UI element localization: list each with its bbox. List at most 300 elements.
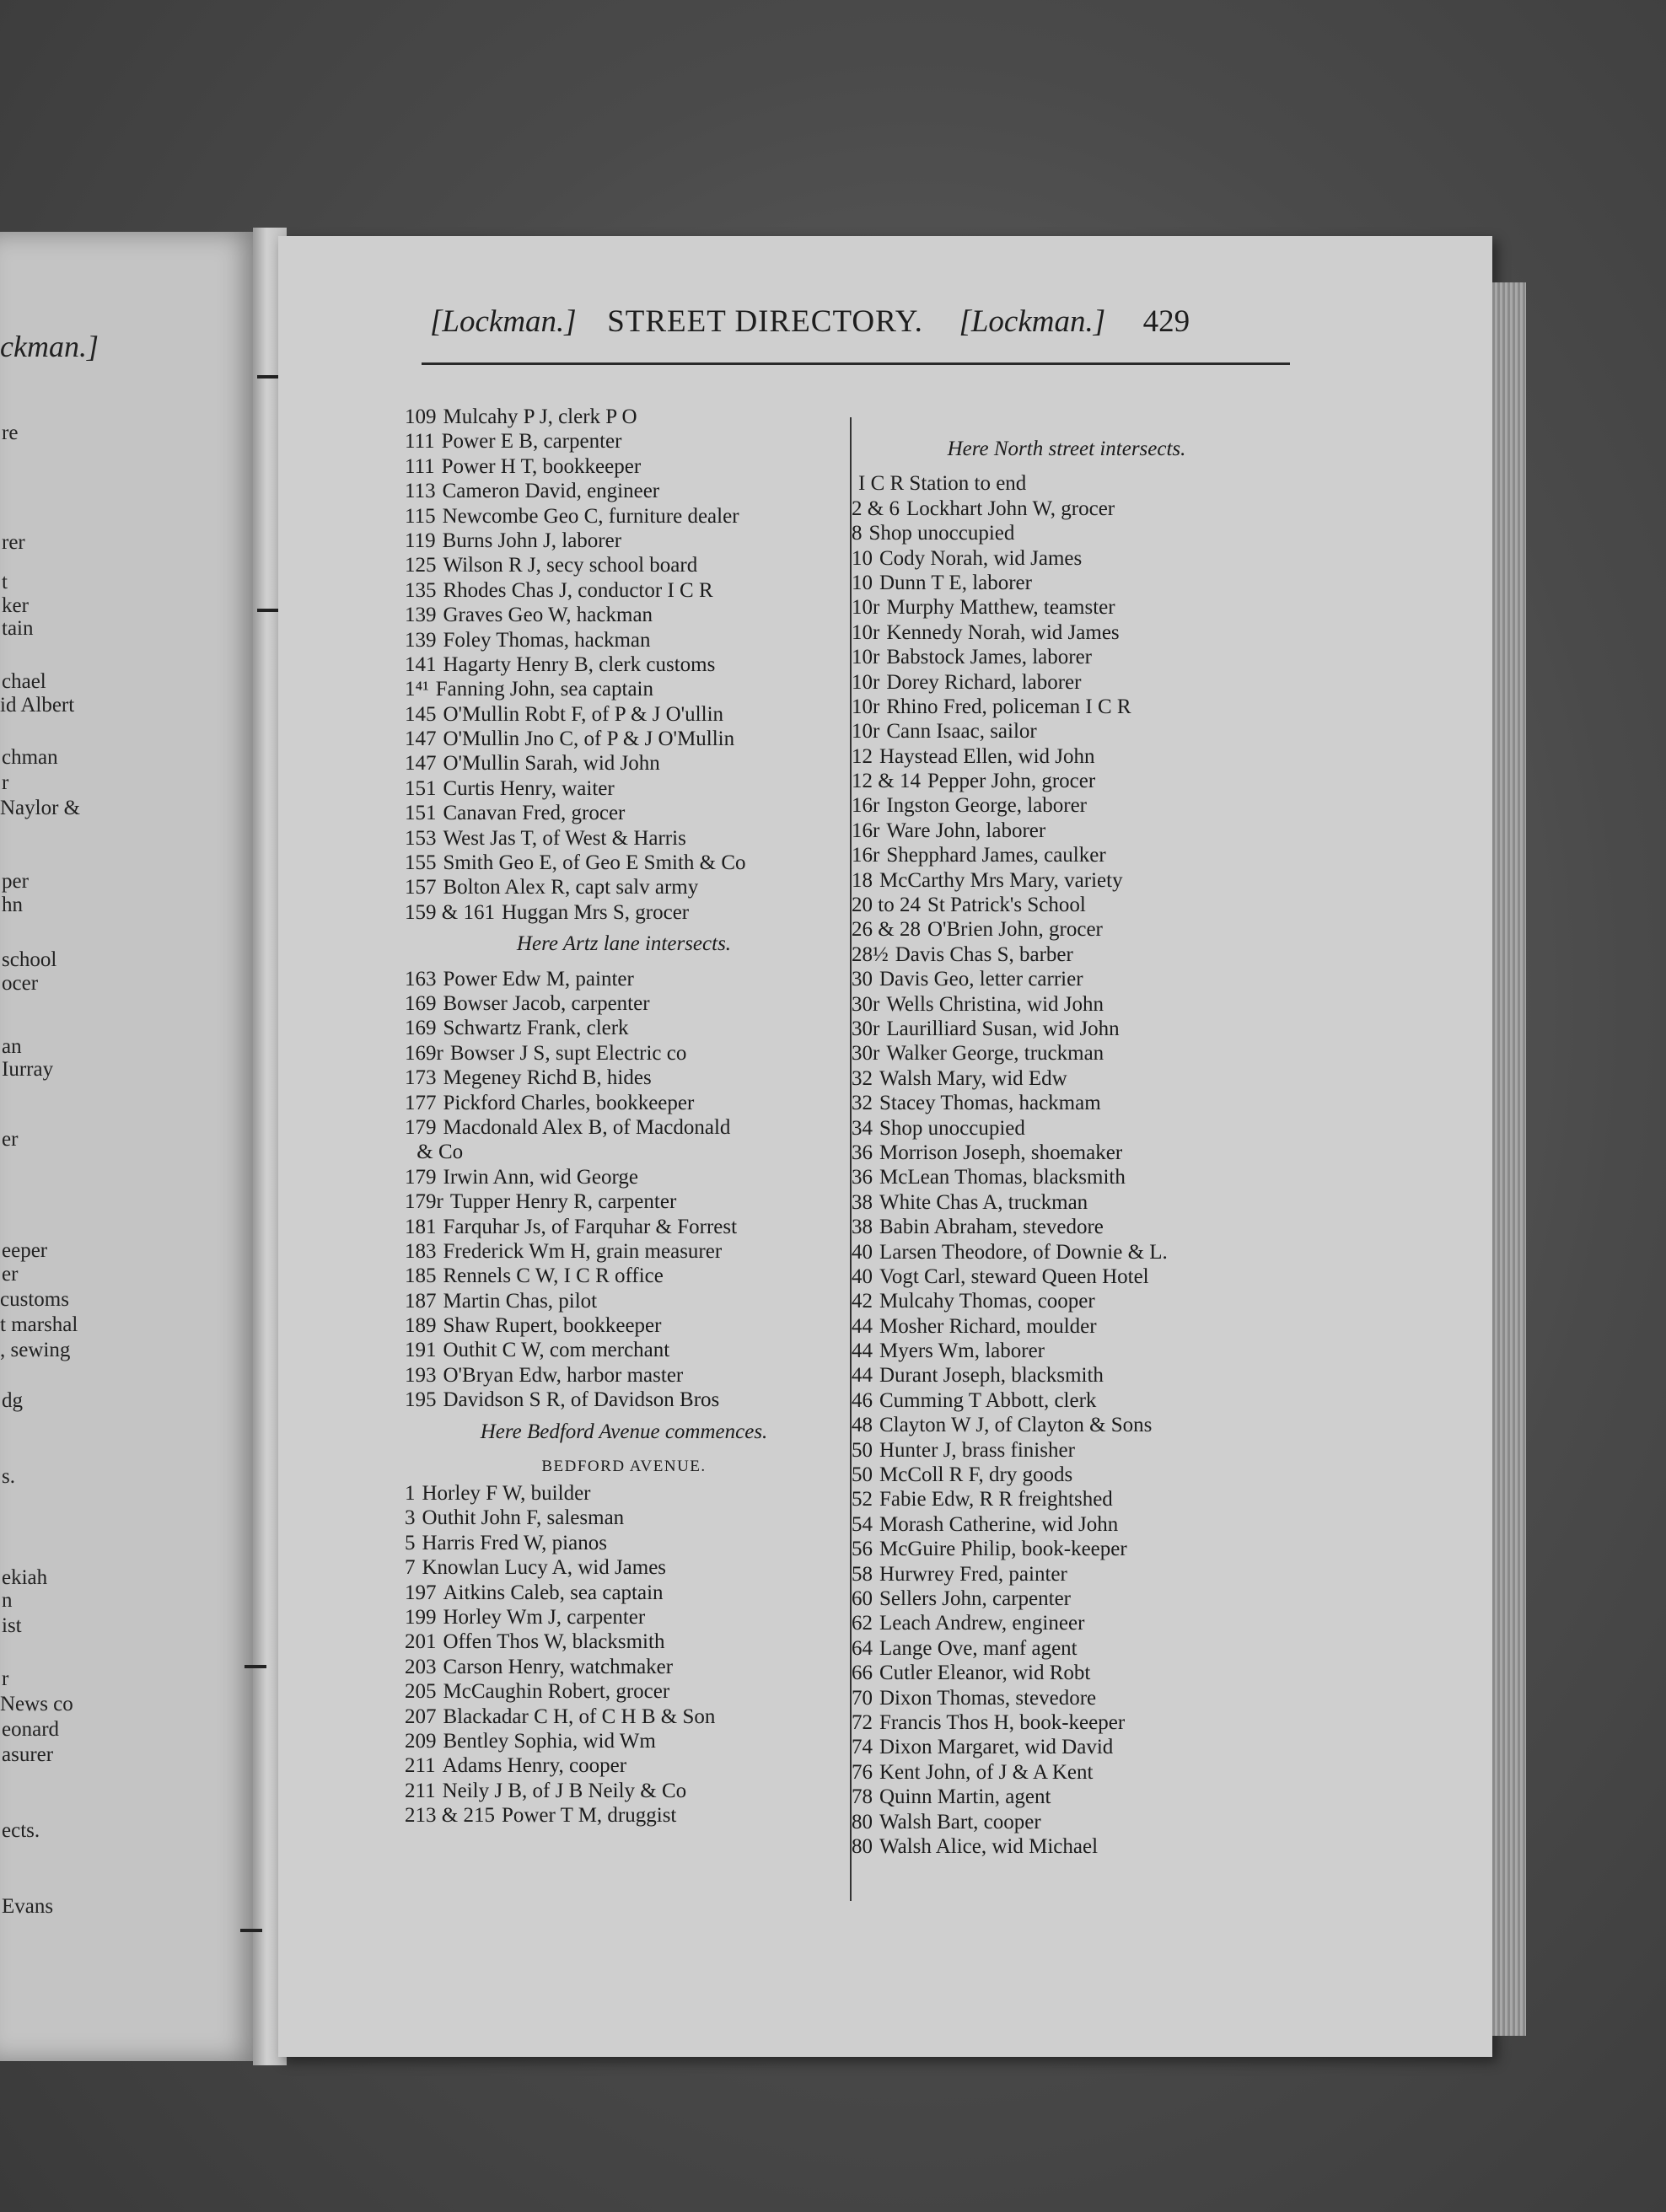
- resident-name-occupation: Fanning John, sea captain: [435, 678, 653, 701]
- left-page-fragment: ker: [2, 594, 29, 617]
- house-number: 159 & 161: [405, 900, 495, 924]
- house-number: 1: [405, 1482, 416, 1506]
- directory-entry: [405, 900, 843, 925]
- house-number: 201: [405, 1630, 437, 1654]
- house-number: 141: [405, 652, 437, 676]
- resident-name-occupation: Cutler Eleanor, wid Robt: [879, 1662, 1091, 1685]
- house-number: 30r: [852, 1017, 880, 1040]
- house-number: 8: [852, 522, 863, 545]
- directory-entry: [852, 1834, 1282, 1859]
- house-number: 50: [852, 1438, 873, 1462]
- directory-entry: [852, 595, 1282, 620]
- left-page-fragment: id Albert: [0, 694, 75, 717]
- resident-name-occupation: Dunn T E, laborer: [879, 571, 1032, 594]
- directory-entry: [852, 1587, 1282, 1611]
- resident-name-occupation: White Chas A, truckman: [879, 1190, 1088, 1214]
- resident-name-occupation: Rhodes Chas J, conductor I C R: [443, 578, 713, 602]
- directory-entry: [405, 1388, 843, 1412]
- left-page-fragment: chman: [2, 746, 58, 769]
- left-page-fragment: per: [2, 870, 29, 893]
- house-number: 157: [405, 876, 437, 899]
- house-number: 30: [852, 968, 873, 991]
- resident-name-occupation: Cann Isaac, sailor: [886, 720, 1037, 744]
- street-intersection-note: Here North street intersects.: [947, 438, 1186, 460]
- directory-entry: [405, 677, 843, 701]
- left-page-fragment: , sewing: [0, 1339, 71, 1361]
- street-intersection-note: Here Artz lane intersects.: [516, 932, 732, 956]
- house-number: 191: [405, 1339, 437, 1362]
- house-number: 58: [852, 1562, 873, 1586]
- left-page-header: ckman.]: [0, 330, 99, 363]
- left-page-fragment: News co: [0, 1693, 73, 1715]
- directory-entry: [852, 1116, 1282, 1141]
- resident-name-occupation: Outhit John F, salesman: [422, 1506, 625, 1530]
- directory-entry: [405, 1705, 843, 1729]
- resident-name-occupation: Murphy Matthew, teamster: [886, 596, 1115, 620]
- directory-entry: [405, 1506, 843, 1530]
- directory-entry: [405, 1165, 843, 1189]
- directory-entry: [405, 429, 843, 454]
- resident-name-occupation: Babstock James, laborer: [886, 646, 1093, 669]
- resident-name-occupation: Davis Chas S, barber: [895, 942, 1073, 966]
- directory-entry: [852, 1165, 1282, 1189]
- directory-entry: [405, 702, 843, 727]
- resident-name-occupation: Power T M, druggist: [501, 1804, 677, 1828]
- resident-name-occupation: Wilson R J, secy school board: [443, 554, 698, 577]
- resident-name-occupation: Bentley Sophia, wid Wm: [443, 1729, 656, 1753]
- resident-name-occupation: Neily J B, of J B Neily & Co: [442, 1779, 687, 1802]
- directory-entry: [405, 1531, 843, 1555]
- house-number: 44: [852, 1340, 873, 1363]
- house-number: 66: [852, 1662, 873, 1685]
- directory-entry: [405, 1729, 843, 1753]
- left-page-fragment: s.: [2, 1465, 15, 1488]
- directory-entry: [405, 991, 843, 1016]
- house-number: 213 & 215: [405, 1804, 495, 1828]
- house-number: 72: [852, 1710, 873, 1734]
- resident-name-occupation: Ware John, laborer: [886, 819, 1046, 842]
- house-number: 64: [852, 1636, 873, 1660]
- house-number: 74: [852, 1736, 873, 1759]
- directory-entry: [405, 1264, 843, 1288]
- resident-name-occupation: Graves Geo W, hackman: [443, 604, 653, 627]
- directory-entry: [852, 1066, 1282, 1091]
- house-number: 10: [852, 546, 873, 570]
- house-number: 195: [405, 1388, 437, 1412]
- house-number: 10r: [852, 620, 880, 644]
- directory-entry: [852, 1785, 1282, 1809]
- directory-entry: [852, 719, 1282, 744]
- resident-name-occupation: Walsh Mary, wid Edw: [879, 1066, 1067, 1090]
- resident-name-occupation: Aitkins Caleb, sea captain: [443, 1581, 664, 1604]
- directory-entry: [405, 1363, 843, 1388]
- resident-name-occupation: McColl R F, dry goods: [879, 1463, 1073, 1487]
- directory-entry: [405, 1481, 843, 1506]
- house-number: 10: [852, 571, 873, 594]
- resident-name-occupation: O'Bryan Edw, harbor master: [443, 1363, 684, 1387]
- resident-name-occupation: O'Mullin Sarah, wid John: [443, 752, 660, 776]
- house-number: 2 & 6: [852, 497, 900, 520]
- resident-name-occupation: Stacey Thomas, hackmam: [879, 1092, 1101, 1115]
- resident-name-occupation: Newcombe Geo C, furniture dealer: [442, 504, 739, 528]
- directory-entry: [852, 1141, 1282, 1165]
- house-number: 179r: [405, 1190, 443, 1214]
- house-number: 197: [405, 1581, 437, 1604]
- resident-name-occupation: Horley Wm J, carpenter: [443, 1606, 646, 1629]
- resident-name-occupation: McCaughin Robert, grocer: [443, 1680, 670, 1704]
- resident-name-occupation: Bolton Alex R, capt salv army: [443, 876, 699, 899]
- house-number: 44: [852, 1364, 873, 1388]
- house-number: 193: [405, 1363, 437, 1387]
- left-page-fragment: er: [2, 1128, 19, 1151]
- house-number: 163: [405, 967, 437, 991]
- directory-entry: [405, 875, 843, 899]
- house-number: 189: [405, 1314, 437, 1338]
- resident-name-occupation: Knowlan Lucy A, wid James: [422, 1556, 667, 1580]
- directory-entry: [852, 1190, 1282, 1215]
- house-number: 207: [405, 1705, 437, 1728]
- house-number: 173: [405, 1066, 437, 1090]
- directory-entry: [405, 1555, 843, 1580]
- directory-entry: [852, 1810, 1282, 1834]
- resident-name-occupation: Irwin Ann, wid George: [443, 1165, 638, 1189]
- left-page-fragment: tain: [2, 617, 34, 640]
- resident-name-occupation: Dixon Margaret, wid David: [879, 1736, 1114, 1759]
- directory-entry: [852, 1388, 1282, 1413]
- house-number: 169: [405, 1017, 437, 1040]
- resident-name-occupation: Offen Thos W, blacksmith: [443, 1630, 665, 1654]
- resident-name-occupation: Lockhart John W, grocer: [906, 497, 1115, 520]
- directory-column-right: [852, 430, 1282, 1859]
- directory-entry: [405, 776, 843, 801]
- resident-name-occupation: O'Brien John, grocer: [927, 918, 1103, 942]
- house-number: 7: [405, 1556, 416, 1580]
- house-number: 62: [852, 1612, 873, 1635]
- house-number: 12: [852, 744, 873, 768]
- house-number: 36: [852, 1166, 873, 1189]
- house-number: 119: [405, 529, 436, 552]
- house-number: 26 & 28: [852, 918, 921, 942]
- house-number: 111: [405, 454, 435, 478]
- resident-name-occupation: I C R Station to end: [858, 472, 1027, 496]
- left-page-fragment: hn: [2, 894, 23, 916]
- left-page-fragment: t: [2, 571, 8, 593]
- house-number: 177: [405, 1091, 437, 1114]
- house-number: 10r: [852, 646, 880, 669]
- house-number: 139: [405, 604, 437, 627]
- directory-entry: [852, 1240, 1282, 1264]
- resident-name-occupation: Farquhar Js, of Farquhar & Forrest: [443, 1215, 738, 1238]
- left-page-fragment: Naylor &: [0, 797, 81, 819]
- house-number: 109: [405, 405, 437, 428]
- resident-name-occupation: Larsen Theodore, of Downie & L.: [879, 1240, 1168, 1264]
- house-number: 125: [405, 554, 437, 577]
- directory-entry: [405, 1605, 843, 1629]
- resident-name-occupation: Mulcahy P J, clerk P O: [443, 405, 637, 428]
- directory-entry: [405, 1581, 843, 1605]
- left-page-fragment: re: [2, 421, 19, 444]
- left-page-text: [0, 320, 253, 1922]
- directory-entry: [852, 1438, 1282, 1463]
- directory-entry: [405, 454, 843, 479]
- resident-name-occupation: Fabie Edw, R R freightshed: [879, 1488, 1113, 1511]
- directory-entry: [405, 801, 843, 825]
- resident-name-occupation: Outhit C W, com merchant: [443, 1339, 670, 1362]
- directory-entry: [852, 1339, 1282, 1363]
- directory-entry: [852, 744, 1282, 769]
- directory-entry: [405, 751, 843, 776]
- directory-entry: [405, 1289, 843, 1313]
- directory-entry: [852, 645, 1282, 669]
- directory-entry: [852, 1289, 1282, 1313]
- house-number: 10r: [852, 720, 880, 744]
- directory-entry: [405, 1803, 843, 1828]
- directory-entry: [852, 546, 1282, 571]
- resident-name-occupation: Tupper Henry R, carpenter: [449, 1190, 677, 1214]
- directory-entry: [405, 727, 843, 751]
- resident-name-occupation: Mulcahy Thomas, cooper: [879, 1290, 1095, 1313]
- directory-entry: [405, 479, 843, 503]
- house-number: 169r: [405, 1041, 443, 1065]
- directory-entry: [405, 1779, 843, 1803]
- house-number: 199: [405, 1606, 437, 1629]
- house-number: 32: [852, 1066, 873, 1090]
- resident-name-occupation: Ingston George, laborer: [886, 794, 1087, 818]
- page-number: 429: [1142, 304, 1190, 339]
- directory-entry: [405, 578, 843, 603]
- page-header: [430, 303, 1307, 340]
- resident-name-occupation: Macdonald Alex B, of Macdonald: [443, 1115, 731, 1139]
- resident-name-occupation: Haystead Ellen, wid John: [879, 744, 1095, 768]
- directory-entry: [405, 1629, 843, 1654]
- directory-entry: [405, 1115, 843, 1140]
- house-number: 169: [405, 992, 437, 1015]
- directory-entry: [852, 1611, 1282, 1635]
- directory-entry: [405, 967, 843, 991]
- directory-entry: [852, 1363, 1282, 1388]
- house-number: 151: [405, 776, 437, 800]
- header-title: STREET DIRECTORY.: [607, 304, 923, 339]
- resident-name-occupation: Power Edw M, painter: [443, 967, 634, 991]
- left-page-fragment: chael: [2, 670, 46, 693]
- directory-entry: [852, 1537, 1282, 1561]
- resident-name-occupation: Horley F W, builder: [422, 1482, 591, 1506]
- directory-entry: [405, 1215, 843, 1239]
- directory-entry: [852, 1463, 1282, 1487]
- directory-entry: [852, 917, 1282, 942]
- resident-name-occupation: Clayton W J, of Clayton & Sons: [879, 1414, 1153, 1437]
- directory-entry: [852, 471, 1282, 496]
- resident-name-occupation: Bowser J S, supt Electric co: [449, 1041, 687, 1065]
- left-page-fragment: t marshal: [0, 1313, 78, 1336]
- left-page-fragment: Evans: [2, 1895, 54, 1918]
- resident-name-occupation: Smith Geo E, of Geo E Smith & Co: [443, 851, 746, 875]
- resident-name-occupation: Walsh Bart, cooper: [879, 1810, 1041, 1833]
- resident-name-occupation: Morrison Joseph, shoemaker: [879, 1141, 1123, 1164]
- resident-name-occupation: Quinn Martin, agent: [879, 1785, 1051, 1809]
- left-page-fragment: eonard: [2, 1718, 60, 1741]
- left-page-fragment: dg: [2, 1389, 23, 1412]
- house-number: 78: [852, 1785, 873, 1809]
- resident-name-occupation: Davidson S R, of Davidson Bros: [443, 1388, 720, 1412]
- house-number: 3: [405, 1506, 416, 1530]
- directory-entry: [852, 1017, 1282, 1041]
- resident-name-occupation: Pepper John, grocer: [927, 770, 1096, 793]
- resident-name-occupation: McLean Thomas, blacksmith: [879, 1166, 1126, 1189]
- directory-entry: [852, 992, 1282, 1017]
- house-number: 147: [405, 752, 437, 776]
- directory-entry: [852, 769, 1282, 793]
- house-number: 76: [852, 1760, 873, 1784]
- resident-name-occupation: Blackadar C H, of C H B & Son: [443, 1705, 716, 1728]
- left-page-fragment: r: [2, 1667, 9, 1690]
- left-page-fragment: ekiah: [2, 1566, 48, 1589]
- resident-name-occupation: Dorey Richard, laborer: [886, 670, 1082, 694]
- house-number: 48: [852, 1414, 873, 1437]
- left-page-fragment: eeper: [2, 1239, 48, 1262]
- house-number: 30r: [852, 992, 880, 1016]
- page-edges: [1492, 282, 1526, 2036]
- resident-name-occupation: Hurwrey Fred, painter: [879, 1562, 1067, 1586]
- house-number: 40: [852, 1240, 873, 1264]
- directory-entry: [852, 1413, 1282, 1437]
- resident-name-occupation: Power E B, carpenter: [441, 430, 622, 454]
- house-number: 34: [852, 1116, 873, 1140]
- resident-name-occupation: Foley Thomas, hackman: [443, 628, 651, 652]
- directory-entry: [852, 620, 1282, 645]
- directory-entry: [852, 1735, 1282, 1759]
- house-number: 56: [852, 1538, 873, 1561]
- left-page-fragment: asurer: [2, 1743, 54, 1766]
- resident-name-occupation: Dixon Thomas, stevedore: [879, 1686, 1097, 1710]
- resident-name-occupation: Pickford Charles, bookkeeper: [443, 1091, 695, 1114]
- street-intersection-note: Here Bedford Avenue commences.: [480, 1420, 768, 1443]
- directory-entry: [405, 826, 843, 851]
- header-right-tag: [Lockman.]: [959, 304, 1106, 339]
- house-number: 40: [852, 1264, 873, 1288]
- directory-entry: [852, 1562, 1282, 1587]
- directory-entry: [852, 497, 1282, 521]
- house-number: 30r: [852, 1042, 880, 1066]
- left-page-fragment: er: [2, 1263, 19, 1286]
- directory-entry: [405, 1041, 843, 1066]
- directory-entry: [405, 1091, 843, 1115]
- directory-entry: [852, 1512, 1282, 1537]
- house-number: 44: [852, 1314, 873, 1338]
- resident-name-occupation: Leach Andrew, engineer: [879, 1612, 1085, 1635]
- directory-entry: [405, 652, 843, 677]
- house-number: 50: [852, 1463, 873, 1487]
- resident-name-occupation: Shaw Rupert, bookkeeper: [443, 1314, 662, 1338]
- left-page-fragment: ects.: [2, 1819, 40, 1842]
- resident-name-occupation: & Co: [411, 1141, 464, 1164]
- house-number: 205: [405, 1680, 437, 1704]
- left-page-fragment: n: [2, 1589, 13, 1612]
- resident-name-occupation: Cumming T Abbott, clerk: [879, 1388, 1097, 1412]
- resident-name-occupation: Huggan Mrs S, grocer: [501, 900, 690, 924]
- directory-entry: [852, 893, 1282, 917]
- house-number: 16r: [852, 794, 880, 818]
- directory-column-left: [405, 405, 843, 1828]
- house-number: 5: [405, 1531, 416, 1554]
- resident-name-occupation: Canavan Fred, grocer: [443, 802, 626, 825]
- house-number: 153: [405, 826, 437, 850]
- directory-entry: [405, 1313, 843, 1338]
- house-number: 179: [405, 1115, 437, 1139]
- resident-name-occupation: Rhino Fred, policeman I C R: [886, 695, 1131, 718]
- resident-name-occupation: Frederick Wm H, grain measurer: [443, 1239, 723, 1263]
- directory-entry: [852, 521, 1282, 545]
- directory-entry: [405, 1140, 843, 1164]
- house-number: 38: [852, 1190, 873, 1214]
- house-number: 135: [405, 578, 437, 602]
- resident-name-occupation: Kennedy Norah, wid James: [886, 620, 1120, 644]
- directory-entry: [405, 1189, 843, 1214]
- directory-entry: [852, 1487, 1282, 1511]
- resident-name-occupation: Power H T, bookkeeper: [441, 454, 642, 478]
- directory-entry: [405, 1679, 843, 1704]
- directory-entry: [852, 967, 1282, 991]
- house-number: 38: [852, 1216, 873, 1239]
- resident-name-occupation: O'Mullin Jno C, of P & J O'Mullin: [443, 727, 735, 751]
- directory-entry: [852, 670, 1282, 695]
- house-number: 151: [405, 802, 437, 825]
- house-number: 139: [405, 628, 437, 652]
- house-number: 10r: [852, 670, 880, 694]
- resident-name-occupation: Adams Henry, cooper: [442, 1754, 627, 1778]
- directory-entry: [405, 1239, 843, 1264]
- house-number: 185: [405, 1264, 437, 1288]
- resident-name-occupation: Myers Wm, laborer: [879, 1340, 1045, 1363]
- directory-entry: [852, 793, 1282, 818]
- house-number: 145: [405, 702, 437, 726]
- left-page-fragment: an: [2, 1035, 22, 1058]
- house-number: 10r: [852, 596, 880, 620]
- left-page-fragment: ocer: [2, 972, 39, 995]
- resident-name-occupation: Francis Thos H, book-keeper: [879, 1710, 1126, 1734]
- directory-entry: [852, 1215, 1282, 1239]
- directory-entry: [852, 1710, 1282, 1735]
- directory-entry: [852, 942, 1282, 967]
- house-number: 60: [852, 1587, 873, 1610]
- house-number: 203: [405, 1655, 437, 1678]
- directory-entry: [405, 603, 843, 627]
- resident-name-occupation: Hunter J, brass finisher: [879, 1438, 1075, 1462]
- left-page-fragment: ist: [2, 1614, 22, 1637]
- directory-entry: [405, 405, 843, 429]
- resident-name-occupation: Hagarty Henry B, clerk customs: [443, 652, 716, 676]
- resident-name-occupation: Davis Geo, letter carrier: [879, 968, 1083, 991]
- directory-entry: [405, 1655, 843, 1679]
- resident-name-occupation: Shepphard James, caulker: [886, 844, 1106, 867]
- street-subheading: BEDFORD AVENUE.: [541, 1458, 707, 1476]
- binding-stitch: [257, 609, 279, 612]
- header-left-tag: [Lockman.]: [430, 304, 577, 339]
- house-number: 54: [852, 1512, 873, 1536]
- resident-name-occupation: Walker George, truckman: [886, 1042, 1104, 1066]
- resident-name-occupation: Wells Christina, wid John: [886, 992, 1104, 1016]
- directory-entry: [405, 851, 843, 875]
- left-page-fragment: customs: [0, 1288, 69, 1311]
- left-page-fragment: school: [2, 948, 57, 971]
- resident-name-occupation: St Patrick's School: [927, 894, 1086, 917]
- resident-name-occupation: Sellers John, carpenter: [879, 1587, 1072, 1610]
- directory-entry: [852, 1314, 1282, 1339]
- house-number: 80: [852, 1834, 873, 1858]
- directory-entry: [405, 553, 843, 577]
- resident-name-occupation: Carson Henry, watchmaker: [443, 1655, 674, 1678]
- house-number: 12 & 14: [852, 770, 921, 793]
